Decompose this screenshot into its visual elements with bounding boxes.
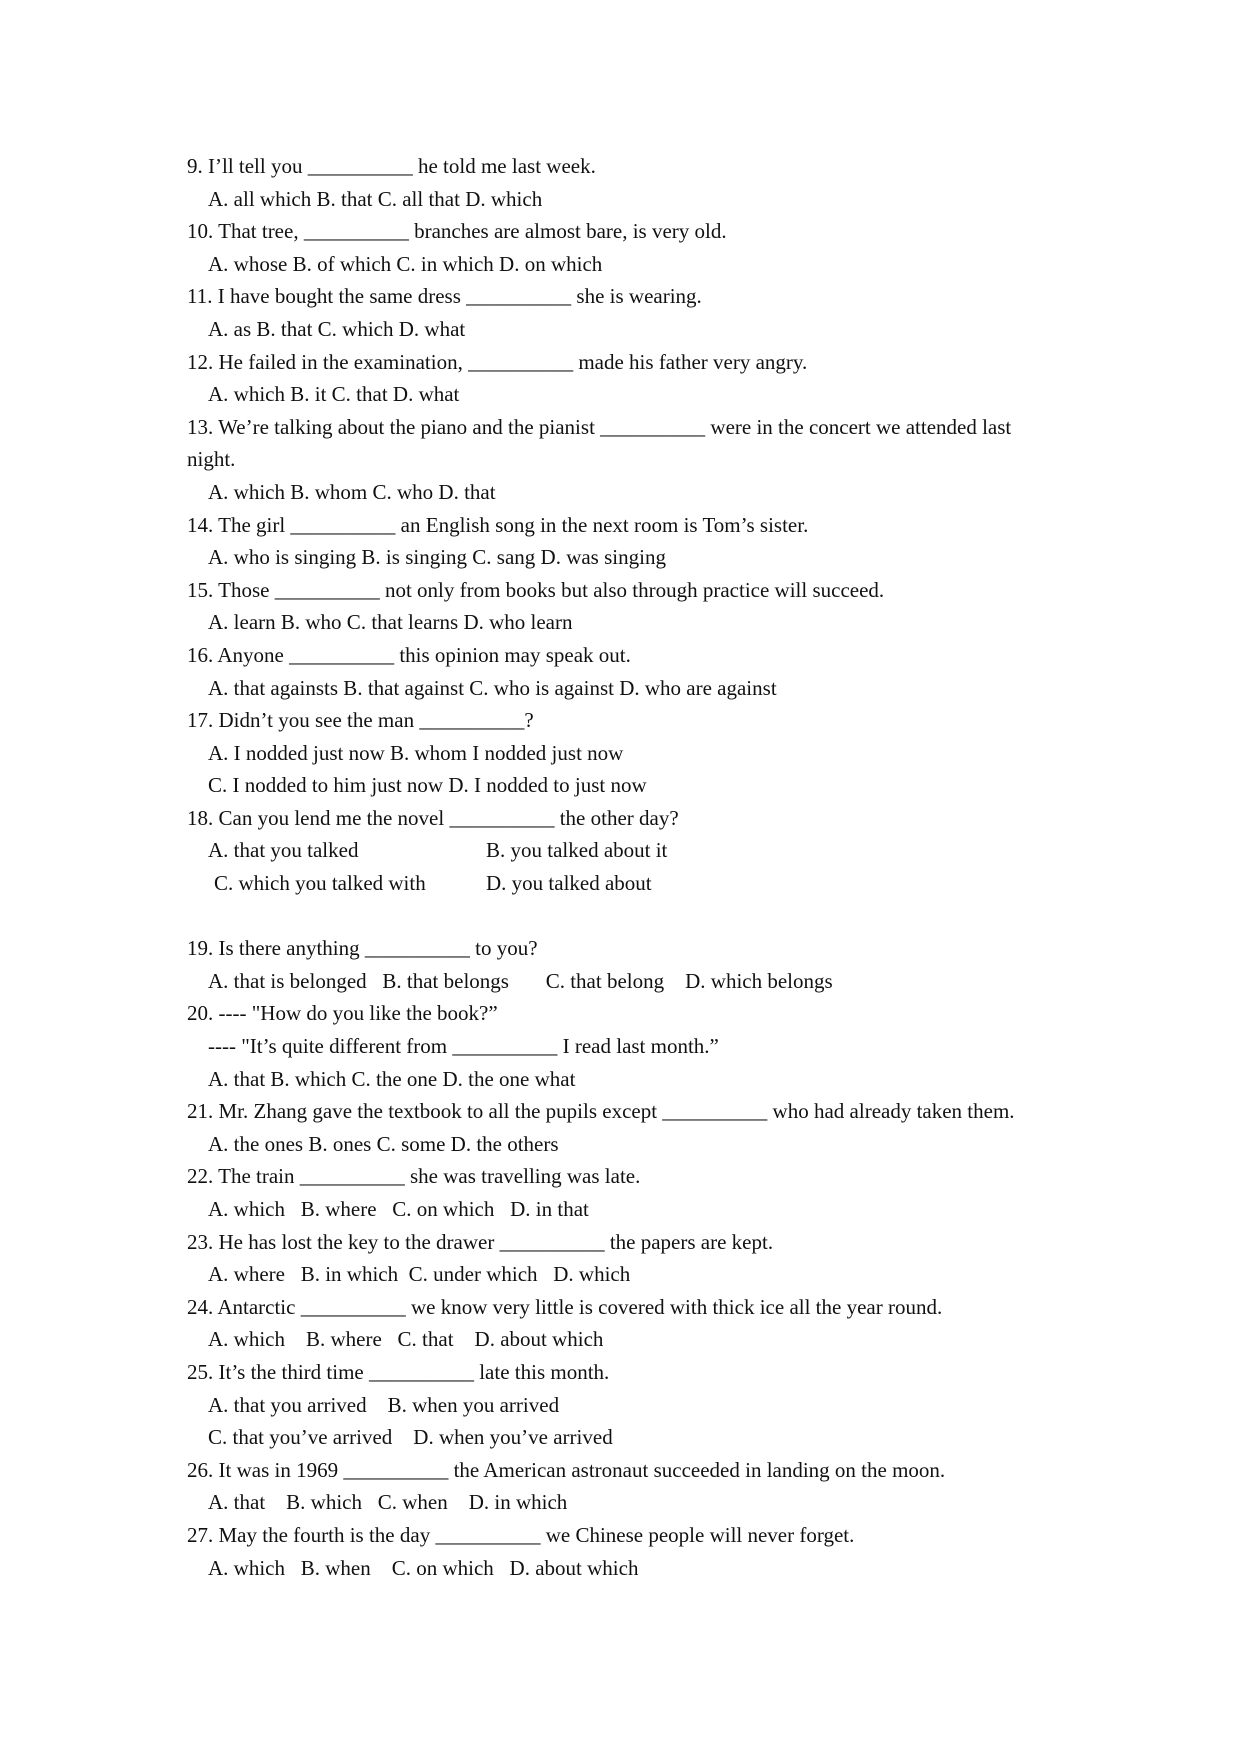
question-9-options: A. all which B. that C. all that D. which bbox=[208, 186, 543, 211]
question-18-options-row1 bbox=[187, 834, 1067, 867]
question-21-options: A. the ones B. ones C. some D. the others bbox=[208, 1131, 559, 1156]
question-18-options-row2 bbox=[187, 867, 1067, 900]
question-23-options: A. where B. in which C. under which D. which bbox=[208, 1262, 631, 1287]
question-13-options: A. which B. whom C. who D. that bbox=[208, 479, 496, 504]
question-22-options: A. which B. where C. on which D. in that bbox=[208, 1197, 589, 1221]
question-13-stem-line2: night. bbox=[187, 447, 236, 472]
question-15-stem: 15. Those __________ not only from books but also through practice will succeed. bbox=[187, 577, 885, 602]
question-20-stem-line2: ---- "It’s quite different from __________ I read last month.” bbox=[208, 1034, 719, 1059]
question-25-options-row2: C. that you’ve arrived D. when you’ve arrived bbox=[208, 1425, 613, 1450]
question-22-stem: 22. The train __________ she was travelling was late. bbox=[187, 1164, 641, 1189]
question-20-stem: 20. ---- "How do you like the book?” bbox=[187, 1001, 498, 1026]
question-12-options: A. which B. it C. that D. what bbox=[208, 382, 460, 407]
worksheet-page bbox=[187, 150, 1067, 1584]
question-18-stem: 18. Can you lend me the novel __________ the other day? bbox=[187, 805, 679, 830]
question-15-options: A. learn B. who C. that learns D. who learn bbox=[208, 610, 573, 635]
question-11-stem: 11. I have bought the same dress __________ she is wearing. bbox=[187, 284, 702, 309]
question-14-options: A. who is singing B. is singing C. sang D. was singing bbox=[208, 545, 666, 570]
question-26-stem: 26. It was in 1969 __________ the American astronaut succeeded in landing on the moon. bbox=[187, 1457, 946, 1482]
question-24-stem: 24. Antarctic __________ we know very little is covered with thick ice all the year round. bbox=[187, 1294, 943, 1319]
question-27-stem: 27. May the fourth is the day __________ we Chinese people will never forget. bbox=[187, 1522, 855, 1547]
question-10-stem: 10. That tree, __________ branches are almost bare, is very old. bbox=[187, 219, 727, 244]
question-18-option-d: D. you talked about bbox=[486, 871, 652, 896]
question-27-options: A. which B. when C. on which D. about which bbox=[208, 1555, 639, 1580]
question-26-options: A. that B. which C. when D. in which bbox=[208, 1490, 568, 1515]
question-10-options: A. whose B. of which C. in which D. on which bbox=[208, 251, 603, 276]
question-11-options: A. as B. that C. which D. what bbox=[208, 316, 466, 341]
question-19-options: A. that is belonged B. that belongs C. that belong D. which belongs bbox=[208, 968, 833, 993]
question-16-options: A. that againsts B. that against C. who is against D. who are against bbox=[208, 675, 777, 700]
question-24-options: A. which B. where C. that D. about which bbox=[208, 1327, 604, 1352]
question-18-option-b: B. you talked about it bbox=[486, 838, 668, 863]
question-13-stem-line1: 13. We’re talking about the piano and the pianist __________ were in the concert we attended last bbox=[187, 414, 1012, 439]
question-21-stem: 21. Mr. Zhang gave the textbook to all the pupils except __________ who had already taken them. bbox=[187, 1099, 1015, 1124]
question-17-options-row1: A. I nodded just now B. whom I nodded just now bbox=[208, 740, 624, 765]
question-19-stem: 19. Is there anything __________ to you? bbox=[187, 936, 538, 961]
question-17-stem: 17. Didn’t you see the man __________? bbox=[187, 708, 534, 733]
question-23-stem: 23. He has lost the key to the drawer __________ the papers are kept. bbox=[187, 1229, 774, 1254]
question-18-option-c: C. which you talked with bbox=[214, 871, 426, 896]
question-12-stem: 12. He failed in the examination, __________ made his father very angry. bbox=[187, 349, 808, 374]
question-14-stem: 14. The girl __________ an English song in the next room is Tom’s sister. bbox=[187, 512, 809, 537]
question-18-option-a: A. that you talked bbox=[208, 838, 359, 863]
question-16-stem: 16. Anyone __________ this opinion may speak out. bbox=[187, 642, 631, 667]
question-25-stem: 25. It’s the third time __________ late this month. bbox=[187, 1359, 610, 1384]
spacer bbox=[187, 900, 1067, 933]
question-17-options-row2: C. I nodded to him just now D. I nodded to just now bbox=[208, 773, 647, 798]
question-9-stem: 9. I’ll tell you __________ he told me last week. bbox=[187, 154, 596, 178]
question-25-options-row1: A. that you arrived B. when you arrived bbox=[208, 1392, 560, 1417]
question-20-options: A. that B. which C. the one D. the one what bbox=[208, 1066, 576, 1091]
